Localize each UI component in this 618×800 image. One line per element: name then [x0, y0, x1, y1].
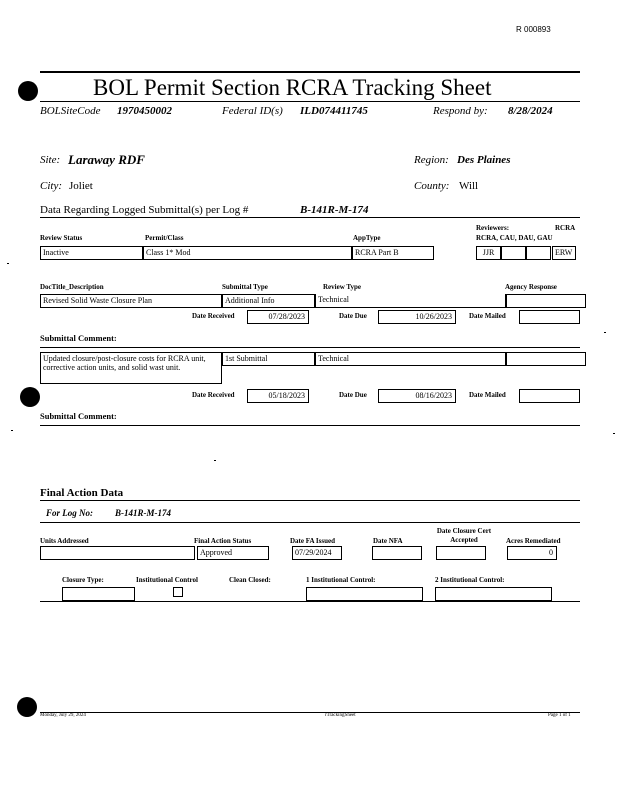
closure-cert-header: Date Closure Cert Accepted	[436, 527, 492, 544]
log-heading: Data Regarding Logged Submittal(s) per Log #	[40, 204, 249, 216]
county-label: County:	[414, 180, 450, 192]
region-label: Region:	[414, 154, 449, 166]
site-label: Site:	[40, 154, 61, 166]
final-log-rule	[40, 522, 580, 523]
city-value: Joliet	[69, 180, 93, 192]
city-label: City:	[40, 180, 62, 192]
submittal-type-header: Submittal Type	[222, 283, 268, 291]
reviewer-rcra-field: ERW	[552, 246, 576, 260]
app-type-field: RCRA Part B	[352, 246, 434, 260]
title-top-rule	[40, 71, 580, 73]
review-type-header: Review Type	[323, 283, 362, 291]
submittal-2-divider	[40, 425, 580, 426]
region-value: Des Plaines	[457, 154, 511, 166]
fa-issued-header: Date FA Issued	[290, 537, 335, 545]
permit-class-header: Permit/Class	[145, 234, 184, 242]
submittal-2-date-received: 05/18/2023	[247, 389, 309, 403]
submittal-1-date-received-label: Date Received	[192, 312, 235, 320]
site-code-value: 1970450002	[117, 105, 172, 117]
submittal-1-date-received: 07/28/2023	[247, 310, 309, 324]
inst-control-checkbox	[173, 587, 183, 597]
reviewer-field-2	[501, 246, 526, 260]
inst-control-2-field	[435, 587, 552, 601]
inst-control-2-header: 2 Institutional Control:	[435, 576, 505, 584]
footer-page: Page 1 of 1	[548, 713, 571, 718]
reviewer-field-1: JJR	[476, 246, 501, 260]
submittal-2-date-received-label: Date Received	[192, 391, 235, 399]
closure-type-header: Closure Type:	[62, 576, 104, 584]
scan-speck	[7, 263, 9, 264]
submittal-2-agency-response	[506, 352, 586, 366]
scan-speck	[11, 430, 13, 431]
submittal-1-comment-label: Submittal Comment:	[40, 333, 117, 343]
inst-control-1-field	[306, 587, 423, 601]
federal-id-value: ILD074411745	[300, 105, 368, 117]
permit-class-field: Class 1* Mod	[143, 246, 352, 260]
respond-by-value: 8/28/2024	[508, 105, 553, 117]
submittal-2-review-type: Technical	[315, 352, 506, 366]
punch-hole-middle	[20, 387, 40, 407]
agency-response-header: Agency Response	[505, 283, 557, 291]
final-log-number: B-141R-M-174	[115, 508, 171, 518]
reviewers-header: Reviewers:	[476, 224, 510, 232]
submittal-1-title: Revised Solid Waste Closure Plan	[40, 294, 222, 308]
submittal-2-date-mailed-label: Date Mailed	[469, 391, 506, 399]
punch-hole-top	[18, 81, 38, 101]
bates-stamp: R 000893	[516, 25, 551, 34]
submittal-1-date-due: 10/26/2023	[378, 310, 456, 324]
inst-control-header: Institutional Control	[136, 576, 198, 584]
submittal-2-comment-label: Submittal Comment:	[40, 411, 117, 421]
review-status-header: Review Status	[40, 234, 83, 242]
submittal-1-date-due-label: Date Due	[339, 312, 367, 320]
federal-id-label: Federal ID(s)	[222, 105, 283, 117]
rcra-header: RCRA	[555, 224, 576, 232]
closure-type-field	[62, 587, 135, 601]
final-status-field: Approved	[197, 546, 269, 560]
submittal-1-date-mailed-label: Date Mailed	[469, 312, 506, 320]
county-value: Will	[459, 180, 479, 192]
scan-speck	[214, 460, 216, 461]
app-type-header: AppType	[353, 234, 381, 242]
nfa-header: Date NFA	[373, 537, 403, 545]
final-action-rule	[40, 500, 580, 501]
submittal-2-title: Updated closure/post-closure costs for RCRA unit, corrective action units, and solid wast unit.	[40, 352, 222, 384]
acres-header: Acres Remediated	[506, 537, 561, 545]
title-bottom-rule	[40, 101, 580, 102]
page-title: BOL Permit Section RCRA Tracking Sheet	[93, 75, 492, 100]
submittal-2-date-due: 08/16/2023	[378, 389, 456, 403]
footer-rule	[40, 712, 580, 713]
scan-speck	[604, 332, 606, 333]
units-addressed-header: Units Addressed	[40, 537, 89, 545]
submittal-1-agency-response	[506, 294, 586, 308]
reviewer-field-3	[526, 246, 551, 260]
reviewer-columns-header: RCRA, CAU, DAU, GAU	[476, 234, 553, 242]
site-name: Laraway RDF	[68, 152, 145, 167]
final-status-header: Final Action Status	[194, 537, 252, 545]
punch-hole-bottom	[17, 697, 37, 717]
respond-by-label: Respond by:	[433, 105, 488, 117]
submittal-1-divider	[40, 347, 580, 348]
inst-control-1-header: 1 Institutional Control:	[306, 576, 376, 584]
final-bottom-rule	[40, 601, 580, 602]
log-number: B-141R-M-174	[300, 204, 369, 216]
log-rule	[40, 217, 580, 218]
fa-issued-field: 07/29/2024	[292, 546, 342, 560]
doc-title-header: DocTitle_Description	[40, 283, 104, 291]
scan-speck	[613, 433, 615, 434]
submittal-2-type: 1st Submittal	[222, 352, 315, 366]
footer-date: Monday, July 29, 2024	[40, 713, 86, 718]
acres-field: 0	[507, 546, 557, 560]
nfa-field	[372, 546, 422, 560]
units-addressed-field	[40, 546, 195, 560]
closure-cert-field	[436, 546, 486, 560]
submittal-1-date-mailed	[519, 310, 580, 324]
submittal-1-review-type: Technical	[315, 294, 506, 308]
clean-closed-header: Clean Closed:	[229, 576, 271, 584]
submittal-2-date-mailed	[519, 389, 580, 403]
footer-name: rTrackingSheet	[325, 713, 356, 718]
submittal-2-date-due-label: Date Due	[339, 391, 367, 399]
review-status-field: Inactive	[40, 246, 143, 260]
site-code-label: BOLSiteCode	[40, 105, 101, 117]
final-action-heading: Final Action Data	[40, 487, 124, 499]
submittal-1-type: Additional Info	[222, 294, 315, 308]
final-log-label: For Log No:	[46, 508, 93, 518]
